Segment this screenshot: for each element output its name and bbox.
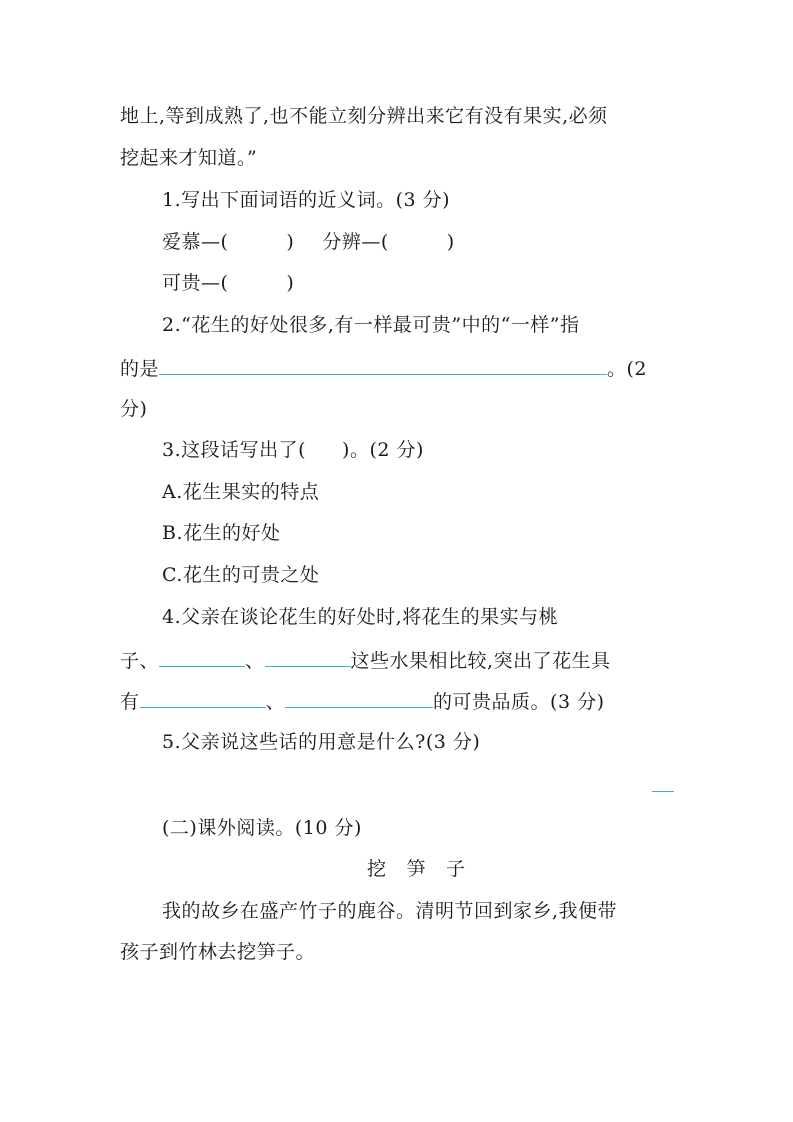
q1-item-kegui: 可贵—( [162,272,229,294]
q5-prompt: 5.父亲说这些话的用意是什么?(3 分) [162,731,481,753]
q4-line-1: 4.父亲在谈论花生的好处时,将花生的果实与桃 [162,606,559,628]
q1-item-fenbian: 分辨—( [322,231,389,253]
passage-line-1: 地上,等到成熟了,也不能立刻分辨出来它有没有果实,必须 [120,105,608,127]
passage-line-2: 挖起来才知道。” [120,147,258,169]
article-title-char-3: 子 [446,858,466,880]
section2-heading: (二)课外阅读。(10 分) [162,817,362,839]
q4-line2-c: 这些水果相比较,突出了花生具 [350,650,611,672]
q1-close-1: ) [286,231,295,253]
q4-blank-1[interactable] [159,646,245,667]
q1-row-2 [162,270,294,296]
q3-prompt: 3.这段话写出了( [162,439,307,461]
q3-option-a: A.花生果实的特点 [162,481,320,503]
q4-line-2 [120,646,611,674]
q3-option-c: C.花生的可贵之处 [162,564,320,586]
q2-answer-blank[interactable] [159,354,607,375]
q4-line3-c: 的可贵品质。(3 分) [433,691,605,713]
q4-line3-a: 有 [120,691,140,713]
q2-tail: 。(2 [607,358,648,380]
q4-line2-a: 子、 [120,650,160,672]
q4-blank-3[interactable] [140,687,266,708]
q4-line3-b: 、 [265,691,286,713]
q4-blank-2[interactable] [265,646,351,667]
article-para-line-1: 我的故乡在盛产竹子的鹿谷。清明节回到家乡,我便带 [162,900,618,922]
article-title-char-2: 笋 [406,858,427,880]
q2-answer-row [120,354,647,382]
q2-prompt: 2.“花生的好处很多,有一样最可贵”中的“一样”指 [162,314,580,336]
q1-close-3: ) [286,272,295,294]
q1-close-2: ) [446,231,455,253]
q4-line2-b: 、 [245,650,265,672]
article-title-char-1: 挖 [367,858,387,880]
q1-prompt: 1.写出下面词语的近义词。(3 分) [162,189,451,211]
article-title [357,856,476,882]
q3-prompt-end: )。(2 分) [342,439,424,461]
q1-item-aimu: 爱慕—( [162,231,229,253]
q1-row-1 [162,229,455,255]
q2-score-end: 分) [120,398,148,420]
q3-option-b: B.花生的好处 [162,522,281,544]
q3-prompt-row [162,437,424,463]
q5-answer-blank[interactable] [652,791,674,792]
article-para-line-2: 孩子到竹林去挖笋子。 [120,941,316,963]
q2-lead: 的是 [120,358,160,380]
q4-blank-4[interactable] [285,687,433,708]
q4-line-3 [120,687,605,715]
